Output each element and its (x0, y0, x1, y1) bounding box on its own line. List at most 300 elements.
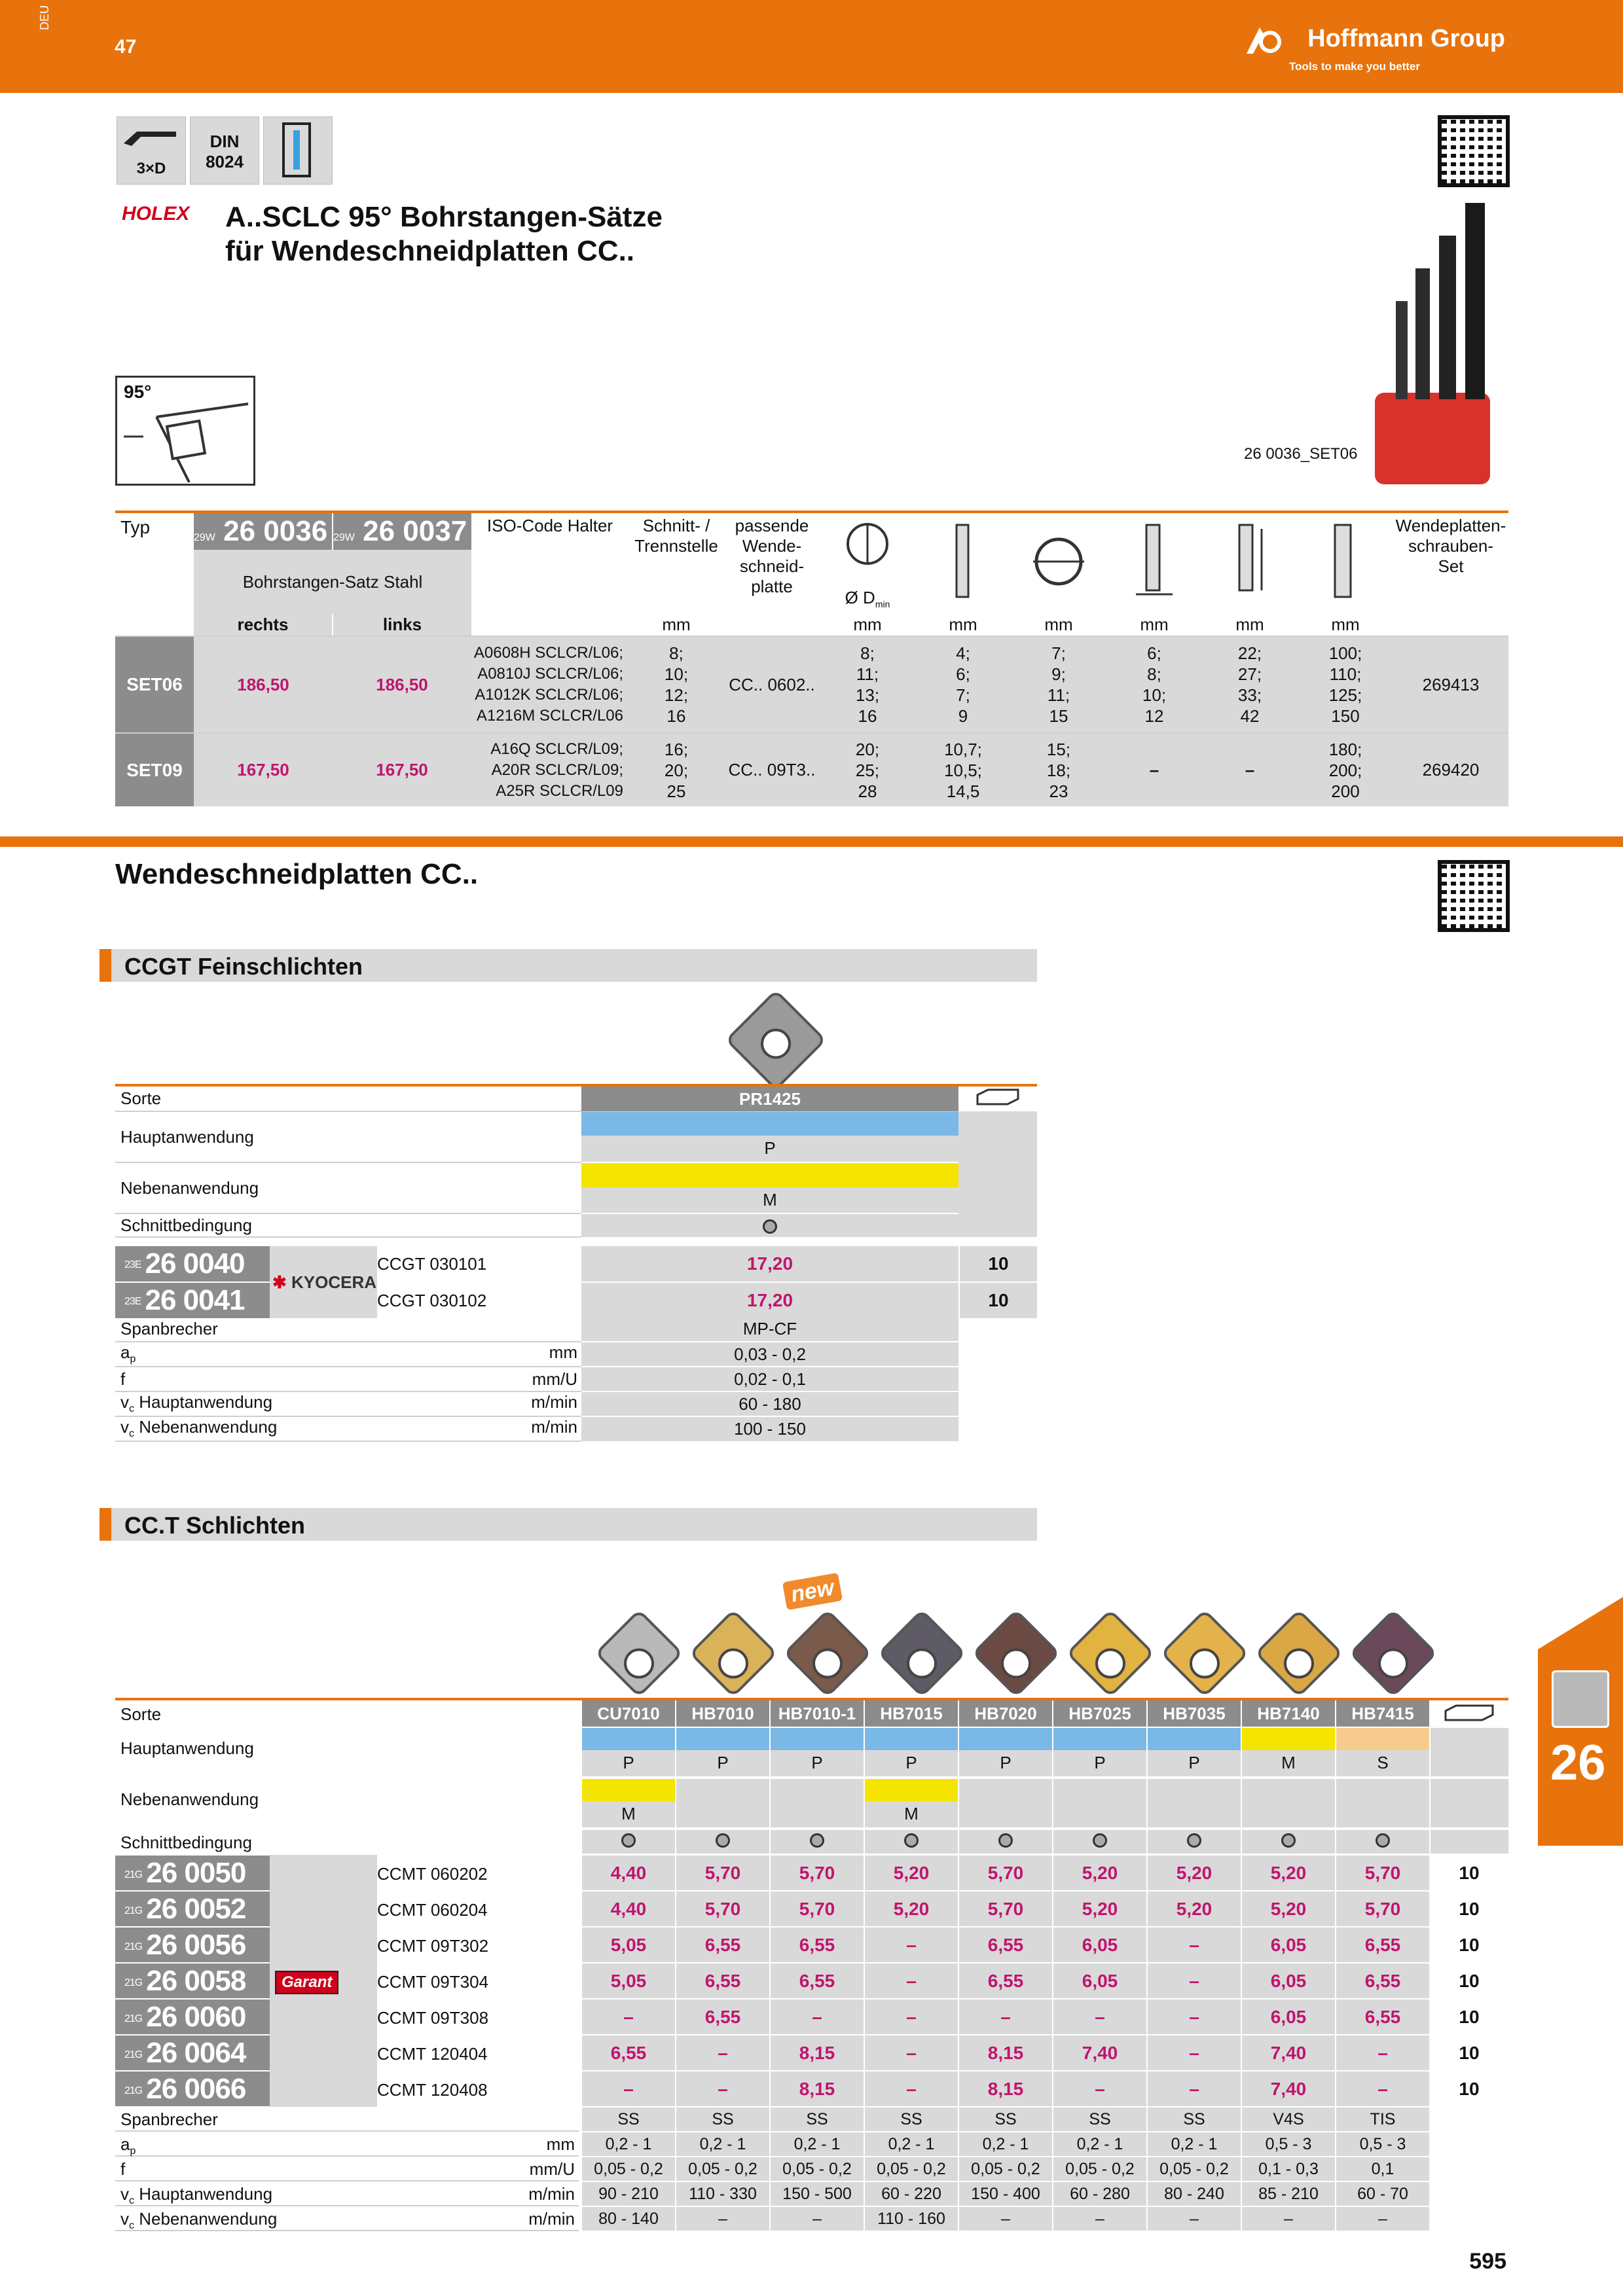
price: 6,55 (676, 2000, 769, 2034)
vc-neben-value: 110 - 160 (865, 2207, 958, 2231)
schnitt-cell (676, 1830, 769, 1854)
hoffmann-logo-icon (1244, 25, 1283, 56)
vc-neben-value: – (676, 2207, 769, 2231)
package-icon (1443, 1703, 1495, 1726)
price-rechts: 186,50 (194, 636, 333, 733)
qty-col (1431, 1830, 1508, 1854)
price: – (676, 2036, 769, 2070)
ccgt-params (115, 1317, 1037, 1442)
schnitt-icon (581, 1213, 958, 1237)
bar-length-icon (943, 522, 983, 601)
price: 8,15 (959, 2072, 1052, 2106)
ap-sub: p (130, 2145, 136, 2157)
neben-value (1336, 1801, 1429, 1804)
cct-title: CC.T Schlichten (124, 1512, 306, 1539)
table-row[interactable] (115, 1246, 1037, 1283)
haupt-color (1053, 1728, 1146, 1750)
page-number-top: 47 (115, 36, 137, 58)
insert-code: CCMT 060202 (377, 1864, 488, 1884)
haupt-cell (676, 1728, 769, 1776)
platte-header: passende Wende- schneid- platte (735, 516, 809, 596)
dim-header-4 (1202, 513, 1298, 614)
image-caption: 26 0036_SET06 (1244, 445, 1358, 463)
haupt-color (959, 1728, 1052, 1750)
f-value: 0,02 - 0,1 (581, 1367, 958, 1391)
article-value: 26 0060 (146, 2001, 246, 2033)
neben-color (1148, 1779, 1241, 1801)
quantity: 10 (1459, 1971, 1480, 1991)
price: 6,55 (1336, 1964, 1429, 1998)
price: – (865, 1964, 958, 1998)
haupt-color (676, 1728, 769, 1750)
ccgt-subheader (100, 949, 1037, 982)
sorte-row (115, 1700, 1508, 1727)
price: – (1053, 2072, 1146, 2106)
boring-bar-icon (117, 117, 183, 156)
neben-cell (1148, 1779, 1241, 1827)
schnitt-icon (1187, 1833, 1201, 1848)
kyocera-logo: ✱ KYOCERA (272, 1272, 377, 1292)
vc-neben-value: – (1336, 2207, 1429, 2231)
haupt-cell (959, 1728, 1052, 1776)
price: – (865, 2036, 958, 2070)
vc-haupt-symbol: v (120, 2184, 129, 2204)
vc-haupt-value: 150 - 400 (959, 2182, 1052, 2206)
dim-header-3 (1106, 513, 1202, 614)
dim3-values: 6; 8; 10; 12 (1106, 636, 1202, 733)
ap-value: 0,2 - 1 (865, 2132, 958, 2156)
price: 5,70 (771, 1856, 864, 1890)
neben-color (676, 1779, 769, 1801)
price: 17,20 (581, 1246, 958, 1282)
article-number[interactable]: 23E 26 0040 (115, 1246, 270, 1282)
neben-value (771, 1801, 864, 1804)
haupt-color (1148, 1728, 1241, 1750)
f-value: 0,1 (1336, 2157, 1429, 2181)
schnitt-icon (904, 1833, 919, 1848)
article-260037[interactable]: 29W 26 0037 (333, 513, 471, 550)
article-number[interactable]: 23E 26 0041 (115, 1283, 270, 1318)
price: 6,05 (1242, 1964, 1335, 1998)
price: – (1053, 2000, 1146, 2034)
dmin-icon (841, 518, 894, 583)
schnitt-row (115, 1829, 1508, 1855)
schnitt-icon (810, 1833, 824, 1848)
price: 5,20 (1148, 1892, 1241, 1926)
price: 6,55 (1336, 1928, 1429, 1962)
vc-haupt-value: 60 - 70 (1336, 2182, 1429, 2206)
dim-header-1 (915, 513, 1011, 614)
ccgt-rows (115, 1246, 1037, 1319)
neben-cell (1336, 1779, 1429, 1827)
bar-diameter-icon (1029, 532, 1088, 591)
span-label: Spanbrecher (115, 1317, 581, 1342)
dim-header-2 (1011, 513, 1106, 614)
iso-codes: A16Q SCLCR/L09; A20R SCLCR/L09; A25R SCLCR/L09 (471, 733, 629, 806)
span-value: MP-CF (581, 1317, 958, 1342)
article-number[interactable] (115, 2036, 270, 2070)
insert-image (877, 1609, 966, 1698)
span-value: SS (1053, 2108, 1146, 2131)
span-value: SS (865, 2108, 958, 2131)
schnitt-cell (1336, 1830, 1429, 1854)
platte-value: CC.. 09T3.. (724, 733, 820, 806)
ap-symbol: a (120, 2134, 130, 2154)
f-value: 0,05 - 0,2 (1148, 2157, 1241, 2181)
neben-cell (676, 1779, 769, 1827)
dim2-values: 15; 18; 23 (1011, 733, 1106, 806)
insert-code: CCGT 030102 (377, 1291, 487, 1310)
grade-label: HB7415 (1336, 1700, 1429, 1727)
haupt-value: P (623, 1753, 634, 1772)
grade-label: CU7010 (582, 1700, 675, 1727)
price: 6,55 (582, 2036, 675, 2070)
new-badge: new (782, 1573, 843, 1610)
qr-code-icon[interactable] (1438, 860, 1510, 932)
ap-label (115, 2134, 579, 2157)
price: 5,70 (771, 1892, 864, 1926)
neben-value (959, 1801, 1052, 1804)
f-symbol: f (120, 2159, 126, 2179)
vc-neben-value: 100 - 150 (581, 1416, 958, 1441)
vc-haupt-value: 60 - 180 (581, 1391, 958, 1416)
price: – (1336, 2072, 1429, 2106)
insert-code: CCMT 120408 (377, 2080, 488, 2100)
schnitt-label: Schnittbedingung (120, 1833, 252, 1852)
unit-mm: mm (629, 614, 724, 636)
price: 8,15 (771, 2072, 864, 2106)
page-number-bottom: 595 (1469, 2249, 1506, 2274)
table-row (115, 733, 1508, 806)
neben-label: Nebenanwendung (120, 1789, 259, 1809)
price: 5,20 (1242, 1892, 1335, 1926)
schnitt-cell (1148, 1830, 1241, 1854)
neben-cell (865, 1779, 958, 1827)
price: 5,70 (676, 1892, 769, 1926)
price: 6,55 (1336, 2000, 1429, 2034)
section-divider (0, 836, 1623, 847)
insert-image (1160, 1609, 1249, 1698)
din-badge (190, 117, 259, 185)
haupt-value: P (905, 1753, 917, 1772)
neben-cell (959, 1779, 1052, 1827)
language-code: DEU (38, 5, 51, 30)
haupt-cell (1053, 1728, 1146, 1776)
insert-image (972, 1609, 1061, 1698)
ap-unit: mm (546, 2134, 575, 2154)
package-icon (958, 1085, 1037, 1111)
vc-neben-label (115, 2209, 579, 2231)
bar-width-icon (1135, 522, 1174, 601)
links-label: links (333, 614, 471, 636)
article-number[interactable] (115, 1964, 270, 1998)
span-value: SS (1148, 2108, 1241, 2131)
quantity: 10 (1459, 1863, 1480, 1883)
price: 7,40 (1053, 2036, 1146, 2070)
screw-set-number: 269413 (1393, 636, 1508, 733)
boring-bar-set-table (115, 513, 1508, 806)
insert-image (689, 1609, 778, 1698)
article-number[interactable] (115, 1856, 270, 1890)
set-description: Bohrstangen-Satz Stahl (194, 550, 471, 614)
haupt-label: Hauptanwendung (115, 1111, 581, 1162)
bar-height-icon (1230, 522, 1269, 601)
vc-haupt-label (115, 2184, 579, 2206)
price: 6,55 (676, 1964, 769, 1998)
haupt-value: M (1281, 1753, 1296, 1772)
price: – (865, 2000, 958, 2034)
price: – (1148, 2036, 1241, 2070)
neben-color (959, 1779, 1052, 1801)
dmin-values: 20; 25; 28 (820, 733, 915, 806)
neben-color (582, 1779, 675, 1801)
price: 6,05 (1242, 2000, 1335, 2034)
cct-insert-images (594, 1617, 1432, 1702)
table-row[interactable] (115, 1283, 1037, 1319)
price: 4,40 (582, 1856, 675, 1890)
brand-tagline: Tools to make you better (1289, 60, 1420, 73)
neben-value (1053, 1801, 1146, 1804)
article-prefix: 21G (124, 1905, 143, 1916)
vc-haupt-unit: m/min (528, 2184, 575, 2204)
vc-neben-value: 80 - 140 (582, 2207, 675, 2231)
haupt-value: P (581, 1111, 958, 1162)
ap-value: 0,03 - 0,2 (581, 1342, 958, 1367)
din-number: 8024 (206, 152, 244, 171)
haupt-cell (1242, 1728, 1335, 1776)
quantity: 10 (1459, 2043, 1480, 2063)
haupt-value: P (1000, 1753, 1012, 1772)
ap-value: 0,2 - 1 (1053, 2132, 1146, 2156)
article-prefix: 21G (124, 1977, 143, 1988)
garant-logo (275, 1971, 338, 1994)
price: 5,70 (1336, 1892, 1429, 1926)
insert-code: CCMT 09T304 (377, 1972, 489, 1992)
price-links: 167,50 (333, 733, 471, 806)
price: 6,55 (676, 1928, 769, 1962)
article-value: 26 0064 (146, 2037, 246, 2069)
insert-code: CCMT 09T308 (377, 2008, 489, 2028)
haupt-row (115, 1727, 1508, 1778)
price: 6,55 (959, 1928, 1052, 1962)
screw-set-number: 269420 (1393, 733, 1508, 806)
qty-col (1431, 1728, 1508, 1776)
coolant-badge (263, 117, 333, 185)
haupt-color (865, 1728, 958, 1750)
schnitt-icon (998, 1833, 1013, 1848)
vc-neben-symbol: v (120, 2209, 129, 2229)
unit-mm: mm (820, 614, 915, 636)
insert-image (1349, 1609, 1438, 1698)
price: 5,20 (1053, 1856, 1146, 1890)
price-rechts: 167,50 (194, 733, 333, 806)
haupt-value: P (811, 1753, 823, 1772)
price: 7,40 (1242, 2072, 1335, 2106)
price: 6,05 (1242, 1928, 1335, 1962)
insert-image (594, 1609, 684, 1698)
price: 5,20 (1148, 1856, 1241, 1890)
typ-header: Typ (120, 517, 151, 537)
price: 6,05 (1053, 1964, 1146, 1998)
price: 7,40 (1242, 2036, 1335, 2070)
article-number[interactable] (115, 1928, 270, 1962)
price: – (959, 2000, 1052, 2034)
unit-mm: mm (915, 614, 1011, 636)
coolant-icon (264, 117, 329, 183)
haupt-value: P (717, 1753, 729, 1772)
vc-neben-unit: m/min (528, 2209, 575, 2229)
vc-haupt-value: 90 - 210 (582, 2182, 675, 2206)
grade-label: HB7025 (1053, 1700, 1146, 1727)
article-prefix: 21G (124, 2049, 143, 2060)
quantity: 10 (1459, 2079, 1480, 2099)
quantity: 10 (960, 1283, 1037, 1318)
price-links: 186,50 (333, 636, 471, 733)
f-label (115, 2159, 579, 2181)
kyocera-brand-cell (270, 1246, 377, 1318)
article-value: 26 0058 (146, 1965, 246, 1997)
schnitt-cell (582, 1830, 675, 1854)
qr-code-icon[interactable] (1438, 115, 1510, 187)
brand-logo: Hoffmann Group (1307, 25, 1505, 52)
price: 5,20 (1053, 1892, 1146, 1926)
ap-value: 0,2 - 1 (771, 2132, 864, 2156)
qty-col (1431, 1779, 1508, 1827)
f-value: 0,05 - 0,2 (959, 2157, 1052, 2181)
unit-mm: mm (1011, 614, 1106, 636)
neben-cell (771, 1779, 864, 1827)
span-row (115, 2107, 1508, 2132)
price: 5,70 (676, 1856, 769, 1890)
price: – (1148, 1928, 1241, 1962)
schnitt-cell (1053, 1830, 1146, 1854)
neben-color (771, 1779, 864, 1801)
dim5-values: 180; 200; 200 (1298, 733, 1393, 806)
price: 8,15 (771, 2036, 864, 2070)
haupt-cell (1148, 1728, 1241, 1776)
unit-mm: mm (1298, 614, 1393, 636)
article-value: 26 0052 (146, 1893, 246, 1925)
ap-row (115, 2132, 1508, 2157)
insert-code: CCMT 09T302 (377, 1936, 489, 1956)
dim4-values: – (1202, 733, 1298, 806)
schnitt-icon (716, 1833, 730, 1848)
price: – (865, 2072, 958, 2106)
price: 6,55 (771, 1928, 864, 1962)
quantity: 10 (1459, 1935, 1480, 1955)
article-value: 26 0056 (146, 1929, 246, 1961)
dim2-values: 7; 9; 11; 15 (1011, 636, 1106, 733)
sorte-label: Sorte (120, 1704, 162, 1724)
quantity: 10 (1459, 2007, 1480, 2027)
angle-label: 95° (124, 382, 152, 402)
f-value: 0,1 - 0,3 (1242, 2157, 1335, 2181)
set-label: SET09 (115, 733, 194, 806)
price: – (865, 1928, 958, 1962)
insert-code: CCMT 060204 (377, 1900, 488, 1920)
span-value: SS (771, 2108, 864, 2131)
ap-label: $a_p$ mm (115, 1342, 581, 1367)
article-value: 26 0050 (146, 1857, 246, 1889)
article-260036[interactable]: 29W 26 0036 (194, 513, 333, 550)
grade-label: HB7010 (676, 1700, 769, 1727)
unit-mm: mm (1106, 614, 1202, 636)
grade-label: HB7020 (959, 1700, 1052, 1727)
dmin-header: Ø $D_{min}$ (820, 513, 915, 614)
rechts-label: rechts (194, 614, 333, 636)
dim1-values: 10,7; 10,5; 14,5 (915, 733, 1011, 806)
neben-color (865, 1779, 958, 1801)
haupt-value: S (1377, 1753, 1389, 1772)
f-value: 0,05 - 0,2 (676, 2157, 769, 2181)
vc-haupt-sub: c (129, 2195, 134, 2207)
ccgt-title: CCGT Feinschlichten (124, 953, 363, 980)
haupt-value: P (1094, 1753, 1106, 1772)
product-title-line2: für Wendeschneidplatten CC.. (225, 235, 635, 267)
neben-color (1336, 1779, 1429, 1801)
schnitt-cell (959, 1830, 1052, 1854)
span-value: TIS (1336, 2108, 1429, 2131)
vc-neben-row (115, 2206, 1508, 2231)
haupt-color (771, 1728, 864, 1750)
garant-logo-text: Garant (282, 1973, 333, 1991)
insert-chapter-icon (1552, 1670, 1609, 1728)
wende-header: Wendeplatten- schrauben- Set (1395, 516, 1506, 576)
dim4-values: 22; 27; 33; 42 (1202, 636, 1298, 733)
angle-diagram (115, 376, 255, 486)
insert-image (783, 1609, 872, 1698)
sorte-label: Sorte (115, 1085, 581, 1111)
article-number[interactable] (115, 2072, 270, 2106)
price: 8,15 (959, 2036, 1052, 2070)
vc-haupt-value: 110 - 330 (676, 2182, 769, 2206)
article-number[interactable] (115, 1892, 270, 1926)
boring-bar-set-image (1355, 196, 1512, 484)
neben-cell (1242, 1779, 1335, 1827)
price: 5,20 (1242, 1856, 1335, 1890)
product-title-line1: A..SCLC 95° Bohrstangen-Sätze (225, 201, 663, 233)
article-value: 26 0066 (146, 2073, 246, 2105)
vc-neben-sub: c (129, 2220, 134, 2232)
f-value: 0,05 - 0,2 (771, 2157, 864, 2181)
schnitt-cell (1242, 1830, 1335, 1854)
vc-neben-value: – (771, 2207, 864, 2231)
ap-value: 0,2 - 1 (959, 2132, 1052, 2156)
schnitt-values: 16; 20; 25 (629, 733, 724, 806)
article-number[interactable] (115, 2000, 270, 2034)
neben-color (1242, 1779, 1335, 1801)
garant-brand-cell (270, 1855, 377, 2107)
vc-neben-value: – (1148, 2207, 1241, 2231)
price: 5,05 (582, 1964, 675, 1998)
dim1-values: 4; 6; 7; 9 (915, 636, 1011, 733)
article-prefix: 21G (124, 2085, 143, 2096)
vc-neben-value: – (1053, 2207, 1146, 2231)
price: 6,55 (959, 1964, 1052, 1998)
depth-label: 3×D (136, 160, 166, 177)
price: – (582, 2072, 675, 2106)
schnitt-icon (1281, 1833, 1296, 1848)
ap-value: 0,2 - 1 (582, 2132, 675, 2156)
vc-haupt-value: 80 - 240 (1148, 2182, 1241, 2206)
neben-label: Nebenanwendung (115, 1162, 581, 1213)
bar-total-length-icon (1326, 522, 1365, 601)
insert-image (1254, 1609, 1343, 1698)
vc-haupt-value: 60 - 220 (865, 2182, 958, 2206)
price: – (771, 2000, 864, 2034)
price: – (1336, 2036, 1429, 2070)
neben-value (1242, 1801, 1335, 1804)
